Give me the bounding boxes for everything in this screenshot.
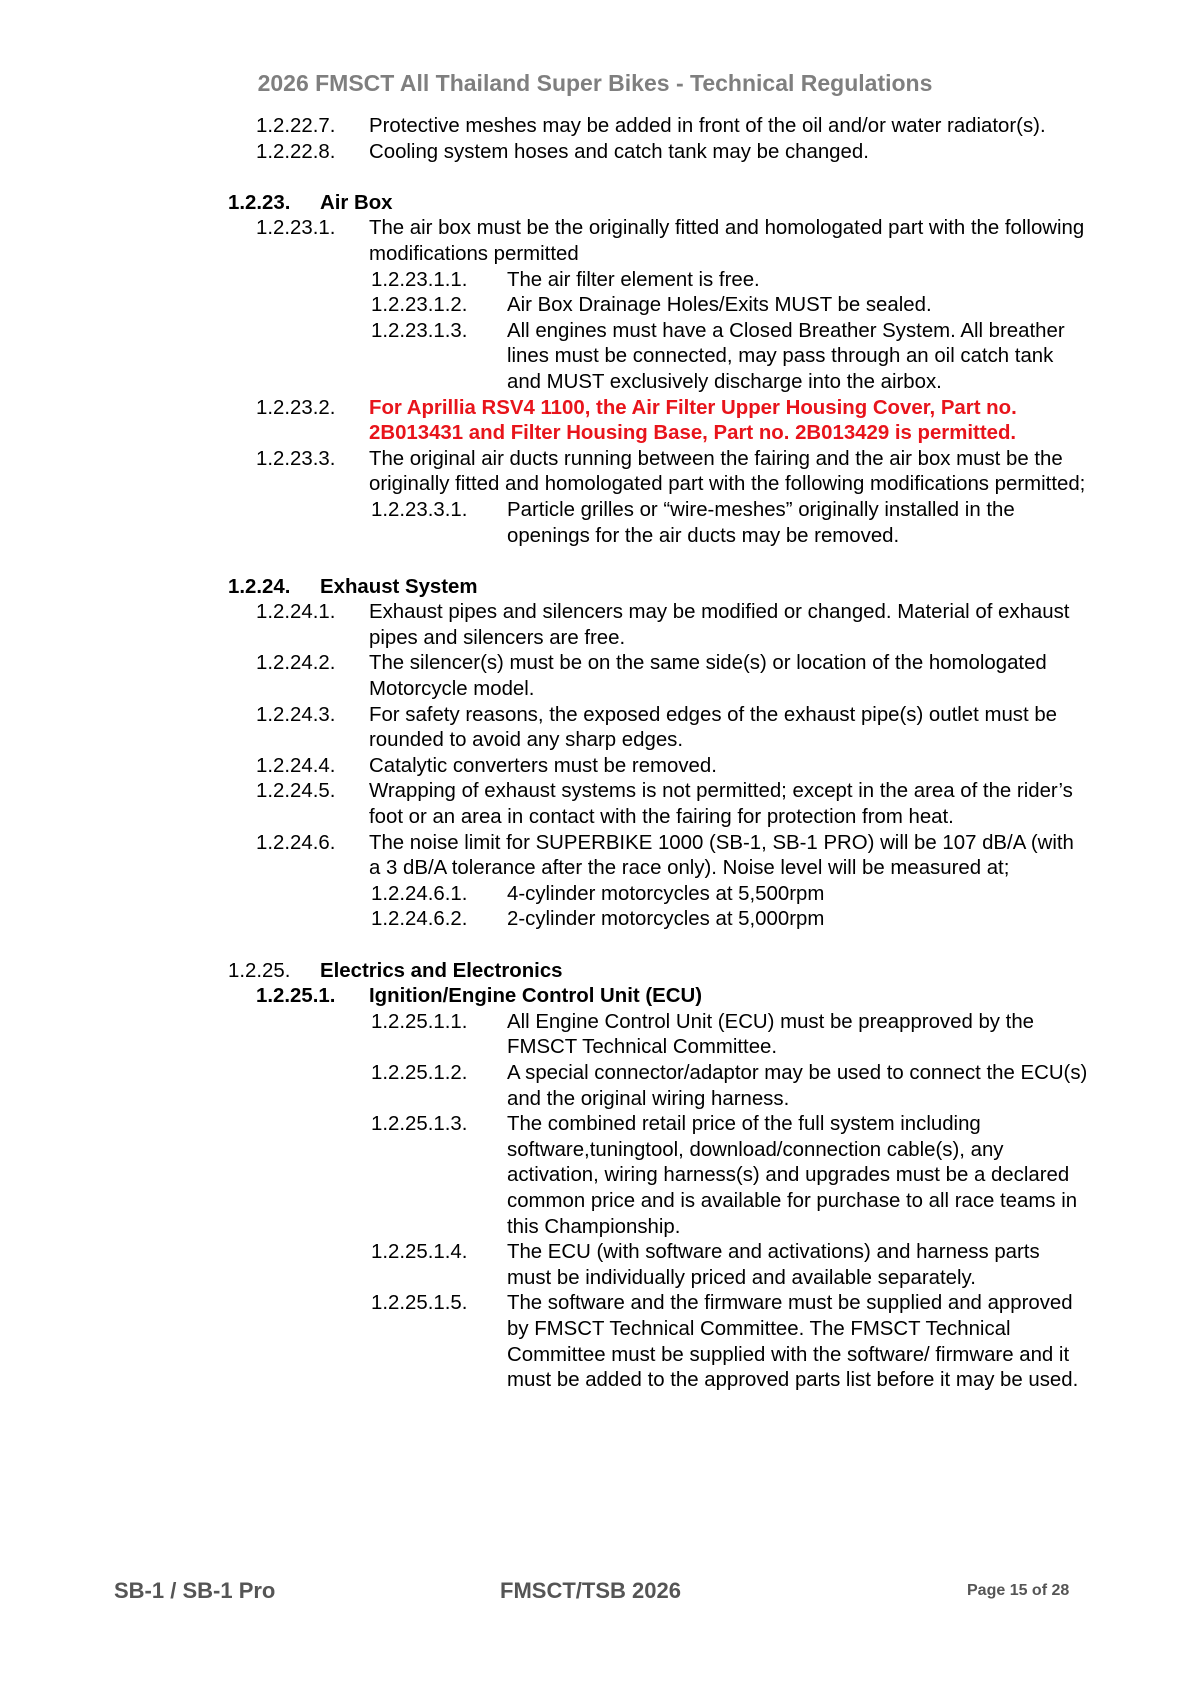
clause-text: All engines must have a Closed Breather System. All breather lines must be connected, may pass through an oil catch tank and MUST exclusively discharge into the airbox. [507,319,1065,393]
section-number: 1.2.25. [228,959,291,982]
clause-1-2-23-1-1 [0,268,1190,294]
document-body [0,114,1190,1394]
clause-number: 1.2.23.3.1. [371,498,468,521]
clause-number: 1.2.23.3. [256,447,336,470]
section-title: Exhaust System [320,575,478,598]
clause-number: 1.2.25.1.3. [371,1113,468,1136]
clause-number: 1.2.24.6.1. [371,882,468,905]
clause-number: 1.2.24.5. [256,780,336,803]
clause-1-2-23-1-2 [0,293,1190,319]
clause-number: 1.2.24.2. [256,652,336,675]
clause-text: For safety reasons, the exposed edges of the exhaust pipe(s) outlet must be rounded to avoid any sharp edges. [369,703,1058,752]
clause-text: The ECU (with software and activations) and harness parts must be individually priced and available separately. [507,1241,1040,1289]
clause-text: Catalytic converters must be removed. [369,754,717,777]
clause-1-2-24-6 [0,831,1190,882]
clause-text: The software and the firmware must be supplied and approved by FMSCT Technical Committee. The FMSCT Technical Committee must be supplied with the software/ firmware and it must be added to the approved parts list before it may be used. [507,1292,1079,1392]
clause-text: Cooling system hoses and catch tank may be changed. [369,140,869,163]
section-number: 1.2.24. [228,575,291,598]
clause-number: 1.2.24.3. [256,703,336,726]
section-number: 1.2.23. [228,191,291,214]
section-heading-air-box [0,191,1190,217]
clause-1-2-24-4 [0,754,1190,780]
clause-text: The original air ducts running between the fairing and the air box must be the originally fitted and homologated part with the following modifications permitted; [369,447,1086,496]
clause-number: 1.2.24.6.2. [371,908,468,931]
clause-number: 1.2.23.1.3. [371,319,468,342]
subsection-number: 1.2.25.1. [256,985,336,1008]
clause-1-2-25-1-5 [0,1291,1190,1393]
clause-1-2-23-1-3 [0,319,1190,396]
clause-1-2-24-1 [0,600,1190,651]
clause-text-highlighted: For Aprillia RSV4 1100, the Air Filter Upper Housing Cover, Part no. 2B013431 and Filter Housing Base, Part no. 2B013429 is permitted. [369,396,1017,445]
clause-number: 1.2.25.1.5. [371,1292,468,1315]
clause-text: Protective meshes may be added in front of the oil and/or water radiator(s). [369,115,1046,137]
footer-document-code: FMSCT/TSB 2026 [500,1578,681,1603]
clause-text: 4-cylinder motorcycles at 5,500rpm [507,882,825,905]
clause-text: 2-cylinder motorcycles at 5,000rpm [507,908,825,931]
clause-text: The combined retail price of the full system including software,tuningtool, download/connection cable(s), any activation, wiring harness(s) and upgrades must be a declared common price and is available for purchase to all race teams in this Championship. [507,1113,1078,1238]
clause-number: 1.2.24.4. [256,754,336,777]
clause-number: 1.2.23.1.2. [371,294,468,317]
clause-1-2-22-7 [0,114,1190,140]
section-title: Electrics and Electronics [320,959,563,982]
clause-1-2-23-3-1 [0,498,1190,549]
clause-number: 1.2.24.6. [256,831,336,854]
clause-text: Exhaust pipes and silencers may be modified or changed. Material of exhaust pipes and silencers are free. [369,601,1070,649]
clause-1-2-24-6-2 [0,907,1190,933]
section-title: Air Box [320,191,393,214]
clause-1-2-25-1-3 [0,1112,1190,1240]
section-heading-exhaust-system [0,575,1190,601]
footer-class-label: SB-1 / SB-1 Pro [114,1578,276,1603]
clause-1-2-23-3 [0,447,1190,498]
clause-text: Air Box Drainage Holes/Exits MUST be sealed. [507,294,932,317]
clause-text: Wrapping of exhaust systems is not permitted; except in the area of the rider’s foot or an area in contact with the fairing for protection from heat. [369,780,1073,829]
section-heading-electrics [0,959,1190,985]
clause-number: 1.2.23.1. [256,217,336,240]
clause-1-2-23-2 [0,396,1190,447]
clause-text: The noise limit for SUPERBIKE 1000 (SB-1, SB-1 PRO) will be 107 dB/A (with a 3 dB/A tolerance after the race only). Noise level will be measured at; [369,831,1074,880]
clause-number: 1.2.22.8. [256,140,336,163]
clause-text: The silencer(s) must be on the same side(s) or location of the homologated Motorcycle model. [369,652,1047,701]
clause-1-2-24-3 [0,703,1190,754]
clause-number: 1.2.22.7. [256,115,336,137]
clause-1-2-24-6-1 [0,882,1190,908]
clause-text: The air filter element is free. [507,268,760,291]
page-footer [0,1578,1190,1608]
clause-number: 1.2.23.2. [256,396,336,419]
clause-text: Particle grilles or “wire-meshes” originally installed in the openings for the air ducts may be removed. [507,498,1015,547]
clause-text: All Engine Control Unit (ECU) must be preapproved by the FMSCT Technical Committee. [507,1010,1035,1059]
clause-number: 1.2.25.1.4. [371,1241,468,1264]
clause-1-2-25-1-4 [0,1240,1190,1291]
clause-1-2-24-5 [0,779,1190,830]
clause-1-2-23-1 [0,216,1190,267]
clause-number: 1.2.23.1.1. [371,268,468,291]
clause-text: A special connector/adaptor may be used to connect the ECU(s) and the original wiring harness. [507,1061,1088,1110]
clause-1-2-22-8 [0,140,1190,166]
clause-text: The air box must be the originally fitted and homologated part with the following modifications permitted [369,217,1085,265]
clause-number: 1.2.25.1.2. [371,1061,468,1084]
subsection-title: Ignition/Engine Control Unit (ECU) [369,985,702,1008]
clause-1-2-25-1-2 [0,1061,1190,1112]
footer-page-number: Page 15 of 28 [967,1582,1070,1599]
subsection-heading-ecu [0,984,1190,1010]
clause-1-2-25-1-1 [0,1010,1190,1061]
clause-1-2-24-2 [0,651,1190,702]
clause-number: 1.2.24.1. [256,601,336,624]
clause-number: 1.2.25.1.1. [371,1010,468,1033]
page-header-title: 2026 FMSCT All Thailand Super Bikes - Technical Regulations [257,70,933,96]
